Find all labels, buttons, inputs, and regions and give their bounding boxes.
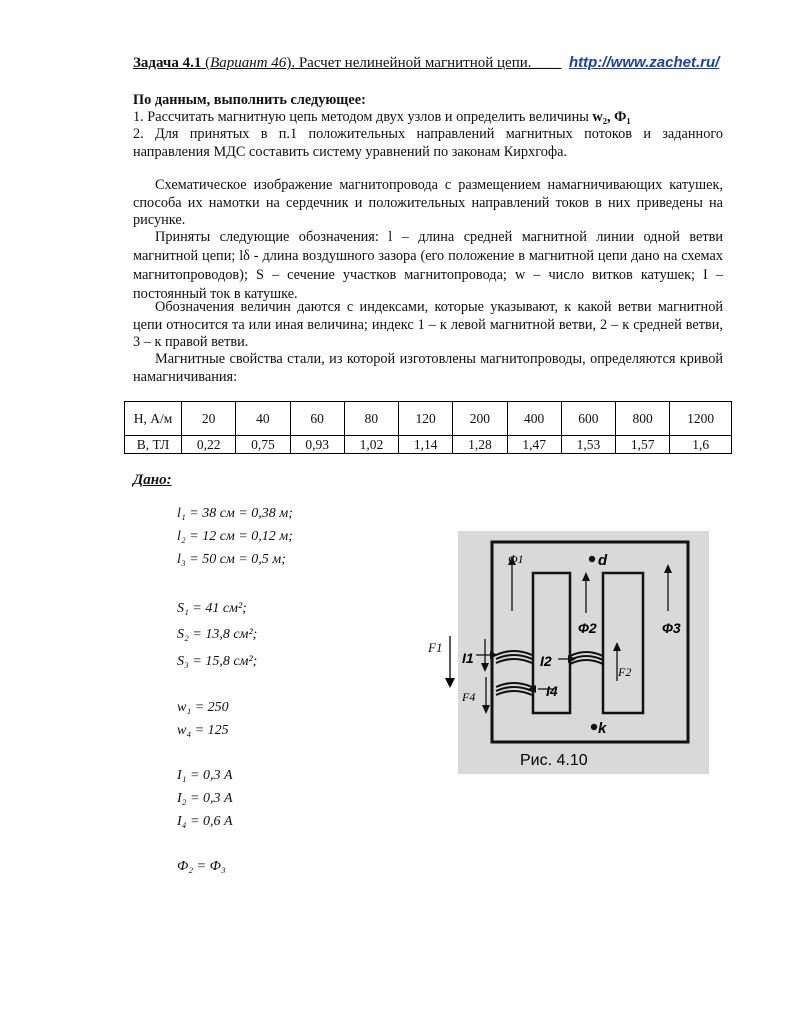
instruction-item-2: 2. Для принятых в п.1 положительных направлений магнитных потоков и заданного направления МДС составить систему уравнений по законам Кирхгофа. xyxy=(133,126,723,160)
table-cell: 60 xyxy=(290,402,344,436)
table-cell: 1,02 xyxy=(344,436,398,454)
coil-i4-icon xyxy=(496,683,532,695)
magnetization-curve-table xyxy=(124,401,732,454)
label-i2: I2 xyxy=(540,653,552,669)
given-s1: S₁ = 41 см²; xyxy=(177,601,247,616)
paragraph-indices: Обозначения величин даются с индексами, которые указывают, к какой ветви магнитной цепи относится та или иная величина; индекс 1 – к левой магнитной ветви, 2 – к средней ветви, 3 – к правой ветви. xyxy=(133,299,723,350)
table-row-b xyxy=(125,436,732,454)
coil-i2-icon xyxy=(570,652,603,664)
given-l2: l₂ = 12 см = 0,12 м; xyxy=(177,529,293,544)
table-header-b: B, ТЛ xyxy=(125,436,182,454)
label-k: k xyxy=(598,720,607,737)
paragraph-figure-description: Схематическое изображение магнитопровода с размещением намагничивающих катушек, способа их намотки на сердечник и положительных направлений токов в них приведены на рисунке. xyxy=(133,177,723,228)
table-cell: 1,47 xyxy=(507,436,561,454)
table-cell: 0,22 xyxy=(182,436,236,454)
phi2-arrow-icon xyxy=(582,572,590,581)
table-cell: 1,57 xyxy=(616,436,670,454)
site-link[interactable]: http://www.zachet.ru/ xyxy=(569,54,720,71)
title-blank: ____ xyxy=(531,55,562,71)
table-cell: 0,75 xyxy=(236,436,290,454)
figure-magnetic-circuit xyxy=(458,531,709,774)
f1-arrow-icon xyxy=(444,634,456,690)
label-i4: I4 xyxy=(546,683,558,699)
node-k-icon xyxy=(591,724,597,730)
given-i4: I₄ = 0,6 А xyxy=(177,814,233,829)
instruction-item-1 xyxy=(133,109,723,127)
table-header-h: H, А/м xyxy=(125,402,182,436)
label-f2: F2 xyxy=(618,665,632,679)
given-i1: I₁ = 0,3 А xyxy=(177,768,233,783)
f2-arrow-icon xyxy=(613,642,621,651)
table-cell: 0,93 xyxy=(290,436,344,454)
core-outer-outline xyxy=(492,542,688,742)
label-d: d xyxy=(598,552,608,569)
node-d-icon xyxy=(589,556,595,562)
table-cell: 1200 xyxy=(670,402,732,436)
task-header: Задача 4.1 (Вариант 46). Расчет нелинейной магнитной цепи.____ http://www.zachet.ru/ xyxy=(133,54,720,71)
table-cell: 20 xyxy=(182,402,236,436)
instructions-heading: По данным, выполнить следующее: xyxy=(133,92,366,108)
table-cell: 400 xyxy=(507,402,561,436)
instruction-item-1-vars: w₂, Ф₁ xyxy=(592,109,631,125)
figure-caption: Рис. 4.10 xyxy=(520,752,588,769)
label-phi2: Ф2 xyxy=(578,620,597,636)
table-cell: 1,28 xyxy=(453,436,507,454)
core-right-window xyxy=(603,573,643,713)
given-l1: l₁ = 38 см = 0,38 м; xyxy=(177,506,293,521)
given-i2: I₂ = 0,3 А xyxy=(177,791,233,806)
table-cell: 600 xyxy=(561,402,615,436)
given-l3: l₃ = 50 см = 0,5 м; xyxy=(177,552,286,567)
paragraph-notation: Приняты следующие обозначения: l – длина средней магнитной линии одной ветви магнитной цепи; lδ - длина воздушного зазора (его положение в магнитной цепи дано на схемах магнитопроводов); S – сечение участков магнитопровода; w – число витков катушек; I – постоянный ток в катушке. xyxy=(133,229,723,302)
table-cell: 120 xyxy=(399,402,453,436)
given-s3: S₃ = 15,8 см²; xyxy=(177,654,258,669)
variant-label: Вариант 46 xyxy=(210,55,287,71)
label-f4: F4 xyxy=(462,690,476,704)
given-flux-equality: Ф₂ = Ф₃ xyxy=(177,859,226,874)
table-cell: 1,14 xyxy=(399,436,453,454)
task-label: Задача 4.1 xyxy=(133,55,202,71)
given-w4: w₄ = 125 xyxy=(177,723,229,738)
given-s2: S₂ = 13,8 см²; xyxy=(177,627,258,642)
table-cell: 80 xyxy=(344,402,398,436)
label-i1: I1 xyxy=(462,650,474,666)
label-phi3: Ф3 xyxy=(662,620,681,636)
phi3-arrow-icon xyxy=(664,564,672,573)
coil-i1-icon xyxy=(496,651,532,663)
table-cell: 800 xyxy=(616,402,670,436)
table-cell: 1,6 xyxy=(670,436,732,454)
table-cell: 200 xyxy=(453,402,507,436)
i1-arrow-icon xyxy=(481,663,489,672)
label-f1: F1 xyxy=(428,640,443,655)
table-cell: 40 xyxy=(236,402,290,436)
table-row-h xyxy=(125,402,732,436)
label-phi1: Ф1 xyxy=(508,552,524,566)
given-title: Дано: xyxy=(133,472,172,488)
table-cell: 1,53 xyxy=(561,436,615,454)
instruction-item-1-text: 1. Рассчитать магнитную цепь методом двух узлов и определить величины xyxy=(133,109,593,125)
f4-arrow-icon xyxy=(482,705,490,714)
paragraph-magnetic-properties: Магнитные свойства стали, из которой изготовлены магнитопроводы, определяются кривой намагничивания: xyxy=(133,351,723,385)
given-w1: w₁ = 250 xyxy=(177,700,229,715)
magnetic-core-diagram xyxy=(458,531,709,774)
task-title: . Расчет нелинейной магнитной цепи. xyxy=(291,55,532,71)
